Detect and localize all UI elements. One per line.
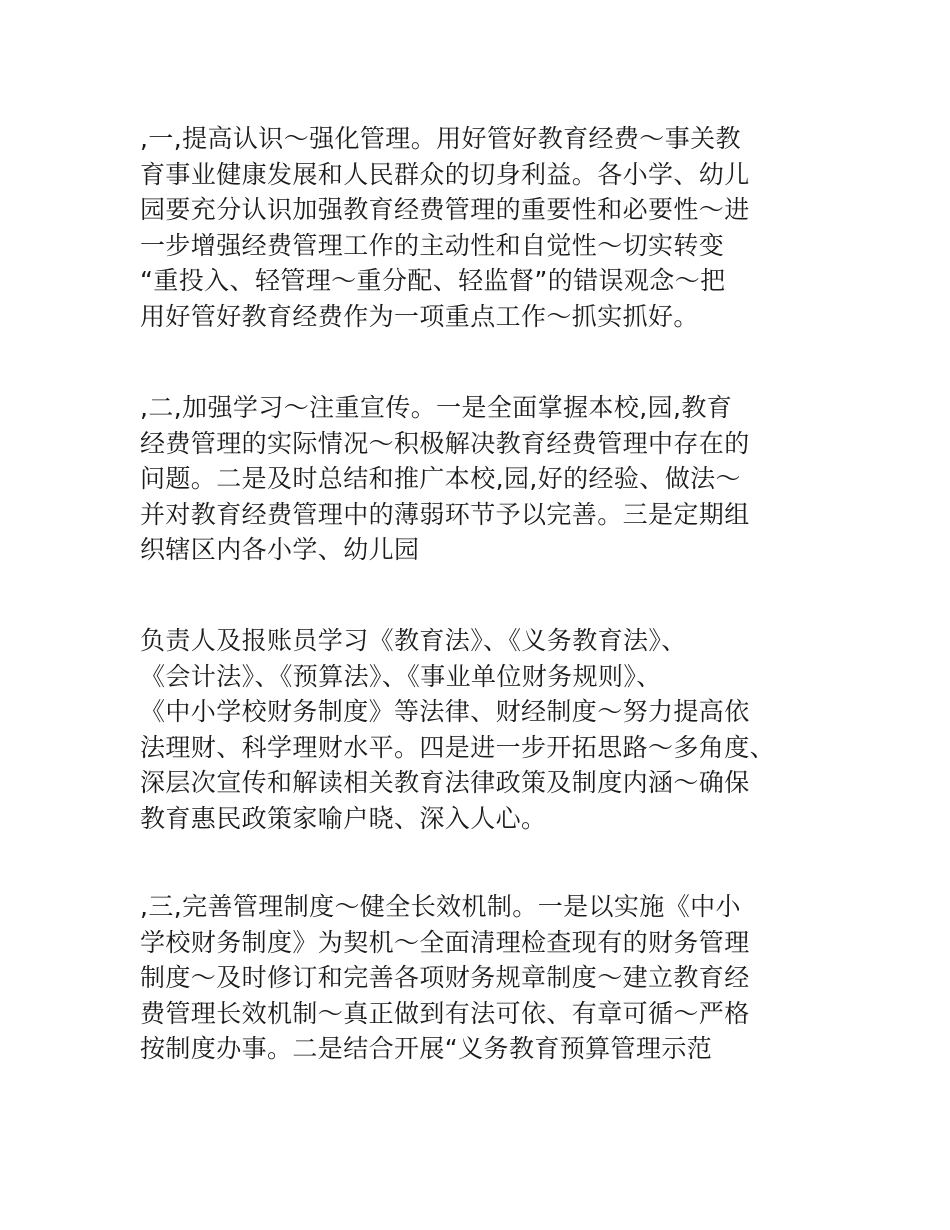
text-line: 法理财、科学理财水平。四是进一步开拓思路～多角度、 [140, 732, 776, 762]
text-line: 并对教育经费管理中的薄弱环节予以完善。三是定期组 [140, 499, 750, 529]
text-line: 《会计法》、《预算法》、《事业单位财务规则》、 [140, 661, 662, 691]
text-line: ,一,提高认识～强化管理。用好管好教育经费～事关教 [140, 124, 741, 153]
text-line: 制度～及时修订和完善各项财务规章制度～建立教育经 [140, 963, 750, 993]
paragraph-improve-awareness [140, 121, 830, 335]
text-line: 教育惠民政策家喻户晓、深入人心。 [140, 803, 547, 833]
paragraph-improve-system [140, 889, 830, 1067]
text-line: 《中小学校财务制度》等法律、财经制度～努力提高依 [140, 697, 750, 727]
text-line: 学校财务制度》为契机～全面清理检查现有的财务管理 [140, 927, 750, 957]
text-line: 负责人及报账员学习《教育法》、《义务教育法》、 [140, 626, 687, 655]
paragraph-law-study [140, 623, 830, 837]
text-line: 织辖区内各小学、幼儿园 [140, 535, 420, 565]
text-line: 问题。二是及时总结和推广本校,园,好的经验、做法～ [140, 464, 741, 494]
text-line: 用好管好教育经费作为一项重点工作～抓实抓好。 [140, 301, 699, 331]
text-line: 经费管理的实际情况～积极解决教育经费管理中存在的 [140, 428, 750, 458]
text-line: ,三,完善管理制度～健全长效机制。一是以实施《中小 [140, 892, 741, 921]
text-line: 按制度办事。二是结合开展“义务教育预算管理示范 [140, 1034, 713, 1064]
paragraph-strengthen-learning [140, 390, 830, 568]
text-line: ,二,加强学习～注重宣传。一是全面掌握本校,园,教育 [140, 393, 733, 422]
text-line: 园要充分认识加强教育经费管理的重要性和必要性～进 [140, 195, 750, 225]
text-line: 育事业健康发展和人民群众的切身利益。各小学、幼儿 [140, 159, 750, 189]
text-line: 深层次宣传和解读相关教育法律政策及制度内涵～确保 [140, 768, 750, 798]
text-line: 一步增强经费管理工作的主动性和自觉性～切实转变 [140, 230, 725, 260]
text-line: 费管理长效机制～真正做到有法可依、有章可循～严格 [140, 998, 750, 1028]
text-line: “重投入、轻管理～重分配、轻监督”的错误观念～把 [140, 266, 726, 296]
